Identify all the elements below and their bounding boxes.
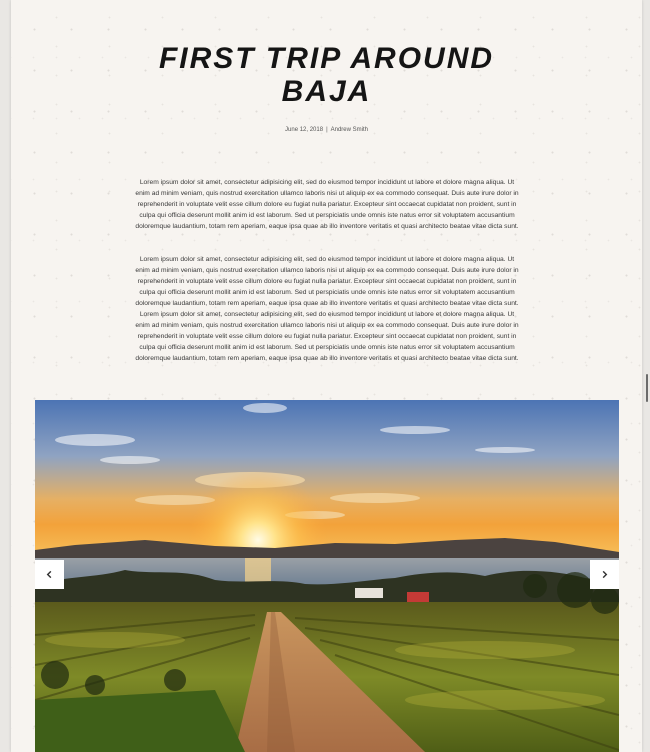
article-date: June 12, 2018 bbox=[285, 127, 324, 133]
article-title-line-1: FIRST TRIP AROUND bbox=[158, 42, 495, 75]
article-title-line-2: BAJA bbox=[281, 75, 372, 108]
article-paragraph-2: Lorem ipsum dolor sit amet, consectetur adipisicing elit, sed do eiusmod tempor incididunt ut labore et dolore magna aliqua. Ut enim ad minim veniam, quis nostrud exercitation ullamco laboris nisi ut aliquip ex ea commodo consequat. Duis aute irure dolor in reprehenderit in voluptate velit esse cillum dolore eu fugiat nulla pariatur. Excepteur sint occaecat cupidatat non proident, sunt in culpa qui officia deserunt mollit anim id est laborum. Sed ut perspiciatis unde omnis iste natus error sit voluptatem accusantium doloremque laudantium, totam rem aperiam, eaque ipsa quae ab illo inventore veritatis et quasi architecto beatae vitae dicta sunt. Lorem ipsum dolor sit amet, consectetur adipisicing elit, sed do eiusmod tempor incididunt ut labore et dolore magna aliqua. Ut enim ad minim veniam, quis nostrud exercitation ullamco laboris nisi ut aliquip ex ea commodo consequat. Duis aute irure dolor in reprehenderit in voluptate velit esse cillum dolore eu fugiat nulla pariatur. Excepteur sint occaecat cupidatat non proident, sunt in culpa qui officia deserunt mollit anim id est laborum. Sed ut perspiciatis unde omnis iste natus error sit voluptatem accusantium doloremque laudantium, totam rem aperiam, eaque ipsa quae ab illo inventore veritatis et quasi architecto beatae vitae dicta sunt. bbox=[135, 256, 519, 362]
article-meta bbox=[11, 127, 642, 133]
gallery-prev-button[interactable] bbox=[35, 560, 64, 589]
article-paragraph-1: Lorem ipsum dolor sit amet, consectetur adipisicing elit, sed do eiusmod tempor incididunt ut labore et dolore magna aliqua. Ut enim ad minim veniam, quis nostrud exercitation ullamco laboris nisi ut aliquip ex ea commodo consequat. Duis aute irure dolor in reprehenderit in voluptate velit esse cillum dolore eu fugiat nulla pariatur. Excepteur sint occaecat cupidatat non proident, sunt in culpa qui officia deserunt mollit anim id est laborum. Sed ut perspiciatis unde omnis iste natus error sit voluptatem accusantium doloremque laudantium, totam rem aperiam, eaque ipsa quae ab illo inventore veritatis et quasi architecto beatae vitae dicta sunt. bbox=[135, 179, 519, 230]
scroll-handle[interactable] bbox=[646, 374, 648, 402]
article-page bbox=[11, 0, 642, 752]
article-title bbox=[11, 42, 642, 108]
meta-separator: | bbox=[326, 127, 328, 133]
chevron-left-icon bbox=[45, 570, 54, 579]
vineyard-sunset-photo bbox=[35, 400, 619, 752]
chevron-right-icon bbox=[600, 570, 609, 579]
image-gallery bbox=[35, 400, 619, 752]
gallery-next-button[interactable] bbox=[590, 560, 619, 589]
article-author: Andrew Smith bbox=[330, 127, 368, 133]
